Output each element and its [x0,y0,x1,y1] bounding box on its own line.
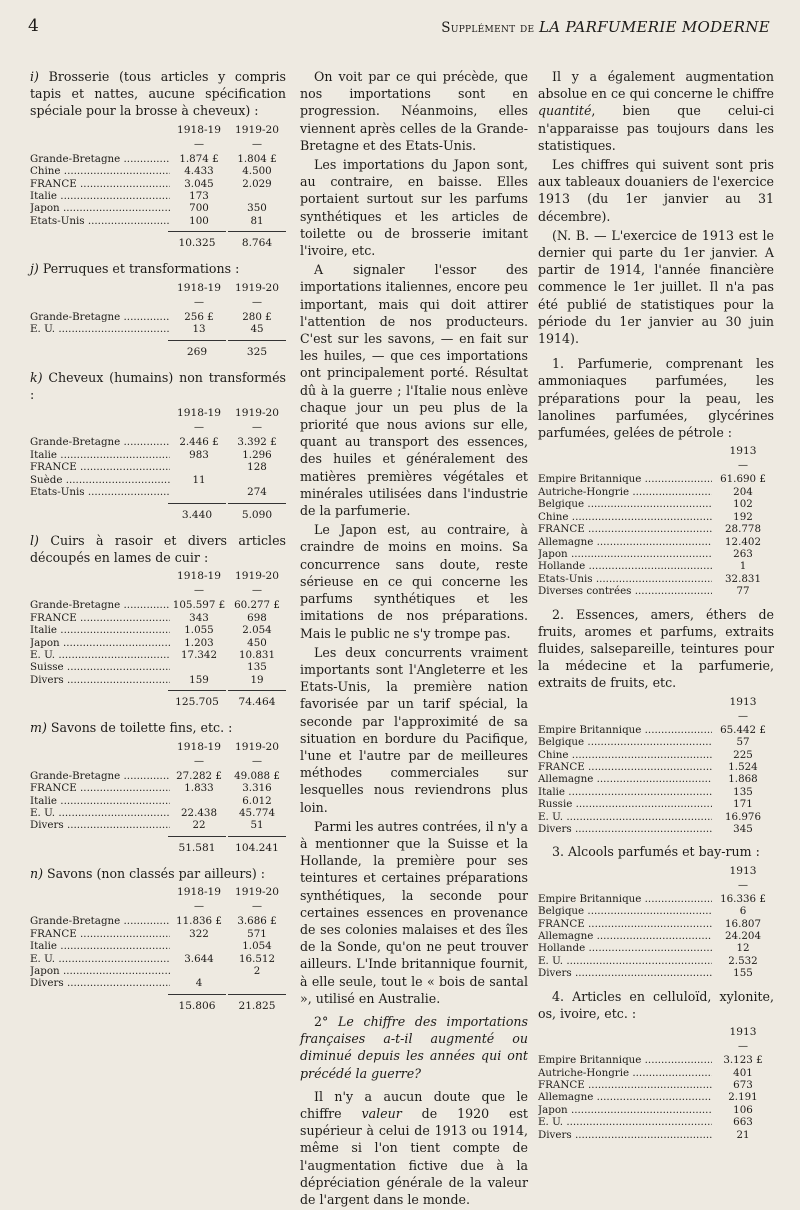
year-headers: 1918-19 1919-20 [176,407,280,420]
value-cell: 105.597 £ [172,599,226,612]
country-cell: Italie ..... [30,190,170,202]
table-row [538,918,774,930]
table-row [30,661,286,673]
country-cell: Japon ..... [30,637,170,649]
country-cell: Russie ..... [538,798,712,810]
table-row [538,761,774,773]
country-cell: E. U. ..... [30,953,170,965]
country-cell: FRANCE ..... [538,918,712,930]
value-cell: 1.203 [184,636,214,649]
section-j: j) Perruques et transformations : 1918-19 1919-20 — — Grande-Bretagne ..... 256 £ 280 £ E. U. ..... 13 45 269 325 [30,260,286,360]
value-cell: 1.054 [242,940,272,953]
country-cell: Belgique ..... [538,498,712,510]
totals-row: 10.325 8.764 [30,231,286,252]
country-cell: Chine ..... [538,749,712,761]
section-heading: 1. Parfumerie, comprenant les ammoniaques parfumées, les préparations pour la peau, les lanolines parfumées, glycérines parfumées, gelées de pétrole : [538,356,774,441]
table-row [538,536,774,548]
question-paragraph: 2° Le chiffre des importations françaises a-t-il augmenté ou diminué depuis les années qui ont précédé la guerre? [300,1013,528,1081]
country-cell: Japon ..... [30,202,170,214]
value-cell: 27.282 £ [176,769,222,782]
table-row [538,967,774,979]
section-heading: 2. Essences, amers, éthers de fruits, aromes et parfums, extraits fluides, salsepareille, teintures pour la médecine et la parfumerie, extraits de fruits, etc. [538,606,774,691]
country-cell: Belgique ..... [538,905,712,917]
page-header [28,14,770,42]
value-cell: 4.500 [242,165,272,178]
table-row [30,178,286,190]
import-table [30,311,286,336]
table-row [30,190,286,202]
import-table [30,153,286,227]
import-table [30,770,286,832]
value-cell: 65.442 £ [720,723,766,736]
import-table [538,893,774,980]
table-row [30,977,286,989]
table-row [30,202,286,214]
value-cell: 2.029 [242,177,272,190]
year-headers: 1918-19 1919-20 [176,740,280,753]
paragraph: Il n'y a aucun doute que le chiffre valeur de 1920 est supérieur à celui de 1913 ou 1914, même si l'on tient compte de l'augmentation fictive due à la dépréciation générale de la valeur de l'argent dans le monde. [300,1088,528,1207]
value-cell: 45.774 [238,807,276,819]
year-headers: 1918-19 1919-20 [176,570,280,583]
value-cell: 16.336 £ [720,892,766,905]
country-cell: Japon ..... [538,548,712,560]
value-cell: 12.402 [724,535,762,548]
value-cell: 21 [736,1128,750,1141]
country-cell: E. U. ..... [30,649,170,661]
page-number: 4 [28,16,39,36]
country-cell: FRANCE ..... [538,1079,712,1091]
table-row [30,436,286,448]
year-headers: 1918-19 1919-20 [176,886,280,899]
table-row [538,1067,774,1079]
table-row [30,449,286,461]
table-row [30,215,286,227]
value-cell: 1.804 £ [237,152,277,165]
value-cell [170,965,228,977]
value-cell: 263 [733,547,753,560]
value-cell: 450 [247,636,267,649]
paragraph: Les deux concurrents vraiment importants sont l'Angleterre et les Etats-Unis, la première nation favorisée par un tarif spécial, la seconde par l'approximité de sa situation en bordure du Pacifique, l'une et l'autre par de meilleures méthodes commerciales sur lesquelles nous reviendrons plus loin. [300,644,528,815]
table-row [538,930,774,942]
country-cell: Italie ..... [30,624,170,636]
value-cell: 28.778 [724,523,762,536]
country-cell: FRANCE ..... [538,523,712,535]
table-row [538,823,774,835]
section-heading: Cheveux (humains) non transformés : [30,369,286,403]
country-cell: Autriche-Hongrie ..... [538,1067,712,1079]
table-row [30,770,286,782]
country-cell: Grande-Bretagne ..... [30,311,170,323]
year-header: 1913 [729,695,757,708]
country-cell: Diverses contrées ..... [538,585,712,597]
year-header: 1913 [729,445,757,458]
value-cell: 204 [733,485,753,498]
table-row [30,599,286,611]
value-cell: 983 [189,448,209,461]
value-cell: 17.342 [180,648,218,661]
table-row [30,953,286,965]
country-cell: Divers ..... [538,967,712,979]
value-cell [228,977,286,989]
value-cell: 1.874 £ [179,152,219,165]
value-cell: 12 [736,942,750,955]
year-header: 1913 [729,864,757,877]
totals-row: 125.705 74.464 [30,690,286,711]
country-cell: E. U. ..... [538,811,712,823]
country-cell: Divers ..... [30,819,170,831]
value-cell: 256 £ [184,310,214,323]
table-row [30,323,286,335]
table-row [30,940,286,952]
value-cell: 4 [195,977,203,990]
value-cell: 22 [192,819,206,832]
value-cell: 61.690 £ [720,473,766,486]
paragraph: On voit par ce qui précède, que nos importations sont en progression. Néanmoins, elles viennent après celles de la Grande-Bretagne et des Etats-Unis. [300,69,528,153]
import-table [30,436,286,498]
section-k: k) Cheveux (humains) non transformés : 1918-19 1919-20 — — Grande-Bretagne ..... 2.446 £ 3.392 £ Italie ..... 983 1.296 FRANCE ..... 128 Suède ..... 11 Etats-Unis ..... 274 3.440 5.090 [30,369,286,524]
section-label: n) [30,866,44,882]
table-row [30,637,286,649]
paragraph: Il y a également augmentation absolue en ce qui concerne le chiffre quantité, bien que celui-ci n'apparaisse pas toujours dans les statistiques. [538,69,774,153]
country-cell: Chine ..... [30,165,170,177]
section-m: m) Savons de toilette fins, etc. : 1918-19 1919-20 — — Grande-Bretagne ..... 27.282 £ 49.088 £ FRANCE ..... 1.833 3.316 Italie ..... 6.012 E. U. ..... 22.438 45.774 Divers ..... 22 51 51.581 104.241 [30,719,286,857]
value-cell: 57 [736,736,750,749]
table-row [538,893,774,905]
value-cell: 19 [250,673,264,686]
value-cell: 171 [733,798,753,811]
table-row [30,807,286,819]
section-i: i) Brosserie (tous articles y compris tapis et nattes, aucune spécification spéciale pour la brosse à cheveux) : 1918-19 1919-20 — — Grande-Bretagne ..... 1.874 £ 1.804 £ Chine ..... 4.433 4.500 FRANCE ..... 3.045 2.029 Italie ..... 173 Japon ..... 700 350 Etats-Unis ..... 100 81 10.325 8.764 [30,68,286,252]
section-label: i) [30,69,39,84]
value-cell: 81 [250,214,264,227]
section-heading: 4. Articles en celluloïd, xylonite, os, ivoire, etc. : [538,988,774,1021]
country-cell: Empire Britannique ..... [538,1054,712,1066]
section-l: l) Cuirs à rasoir et divers articles découpés en lames de cuir : 1918-19 1919-20 — — Grande-Bretagne ..... 105.597 £ 60.277 £ FRANCE ..... 343 698 Italie ..... 1.055 2.054 Japon ..... 1.203 450 E. U. ..... 17.342 10.831 Suisse ..... 135 Divers ..... 159 19 125.705 74.464 [30,532,286,712]
paragraph: A signaler l'essor des importations italiennes, encore peu important, mais qui doit attirer l'attention de nos producteurs. C'est sur les savons, — en fait sur les huiles, — que ces importations ont principalement porté. Résultat dû à la guerre ; l'Italie nous enlève chaque jour un peu plus de la priorité que nous avions sur elle, quant au transport des essences, des huiles et généralement des matières premières végétales et minérales utilisées dans l'industrie de la parfumerie. [300,262,528,519]
country-cell: Empire Britannique ..... [538,473,712,485]
table-row [538,773,774,785]
country-cell: Allemagne ..... [538,536,712,548]
table-row [538,585,774,597]
country-cell: FRANCE ..... [30,928,170,940]
country-cell: E. U. ..... [538,955,712,967]
value-cell: 3.644 [184,952,214,965]
country-cell: Grande-Bretagne ..... [30,915,170,927]
value-cell: 2 [253,965,261,978]
value-cell: 22.438 [180,807,218,819]
value-cell: 280 £ [242,310,272,323]
value-cell: 1.055 [184,624,214,637]
value-cell [170,661,228,673]
value-cell: 2.446 £ [179,436,219,449]
value-cell: 155 [733,967,753,980]
country-cell: Grande-Bretagne ..... [30,153,170,165]
table-row [30,674,286,686]
section-4: 4. Articles en celluloïd, xylonite, os, ivoire, etc. : 1913 — Empire Britannique ..... 3.123 £ Autriche-Hongrie ..... 401 FRANCE ..... 673 Allemagne ..... 2.191 Japon ..... 106 E. U. ..... 663 Divers ..... 21 [538,988,774,1141]
table-row [30,782,286,794]
country-cell: Allemagne ..... [538,930,712,942]
table-row [538,1129,774,1141]
value-cell: 6 [739,905,747,918]
country-cell: Suisse ..... [30,661,170,673]
section-heading: Savons de toilette fins, etc. : [46,720,233,736]
table-row [538,560,774,572]
country-cell: Divers ..... [538,823,712,835]
country-cell: Italie ..... [30,940,170,952]
import-table [538,724,774,836]
table-row [538,498,774,510]
table-row [538,724,774,736]
country-cell: FRANCE ..... [30,612,170,624]
value-cell: 2.191 [728,1091,758,1104]
table-row [538,1091,774,1103]
country-cell: Autriche-Hongrie ..... [538,486,712,498]
value-cell [170,940,228,952]
table-row [30,915,286,927]
table-row [30,153,286,165]
table-row [30,819,286,831]
supplement-label: Supplément de [441,20,535,36]
country-cell: Allemagne ..... [538,1091,712,1103]
value-cell: 45 [250,323,264,336]
table-row [538,749,774,761]
table-row [30,461,286,473]
value-cell: 16.976 [724,810,762,823]
value-cell: 350 [247,202,267,215]
table-row [538,811,774,823]
value-cell: 49.088 £ [234,769,280,782]
value-cell [228,190,286,202]
value-cell: 100 [189,214,209,227]
section-1: 1. Parfumerie, comprenant les ammoniaques parfumées, les préparations pour la peau, les lanolines parfumées, glycérines parfumées, gelées de pétrole : 1913 — Empire Britannique ..... 61.690 £ Autriche-Hongrie ..... 204 Belgique ..... 102 Chine ..... 192 FRANCE ..... 28.778 Allemagne ..... 12.402 Japon ..... 263 Hollande ..... 1 Etats-Unis ..... 32.831 Diverses contrées ..... 77 [538,355,774,597]
totals-row: 51.581 104.241 [30,836,286,857]
value-cell: 192 [733,510,753,523]
section-3: 3. Alcools parfumés et bay-rum : 1913 — Empire Britannique ..... 16.336 £ Belgique ..... 6 FRANCE ..... 16.807 Allemagne ..... 24.204 Hollande ..... 12 E. U. ..... 2.532 Divers ..... 155 [538,843,774,979]
import-table [30,599,286,686]
journal-title: LA PARFUMERIE MODERNE [539,18,770,36]
value-cell: 4.433 [184,165,214,178]
value-cell: 1.833 [184,782,214,795]
table-row [538,736,774,748]
value-cell [170,461,228,473]
value-cell: 77 [736,585,750,598]
value-cell: 1 [739,560,747,573]
country-cell: Belgique ..... [538,736,712,748]
table-row [538,486,774,498]
value-cell: 11.836 £ [176,915,222,928]
column-right [538,68,774,1141]
section-heading: Cuirs à rasoir et divers articles découpés en lames de cuir : [30,532,286,565]
value-cell: 322 [189,927,209,940]
value-cell: 401 [733,1066,753,1079]
section-n: n) Savons (non classés par ailleurs) : 1918-19 1919-20 — — Grande-Bretagne ..... 11.836 £ 3.686 £ FRANCE ..... 322 571 Italie ..... 1.054 E. U. ..... 3.644 16.512 Japon ..... 2 Divers ..... 4 15.806 21.825 [30,865,286,1015]
table-row [538,1054,774,1066]
country-cell: Italie ..... [30,449,170,461]
table-row [538,955,774,967]
totals-row: 269 325 [30,340,286,361]
table-row [538,573,774,585]
table-row [538,1104,774,1116]
table-row [538,905,774,917]
country-cell: Divers ..... [30,674,170,686]
country-cell: Empire Britannique ..... [538,724,712,736]
value-cell [170,795,228,807]
value-cell: 10.831 [238,648,276,661]
value-cell: 3.392 £ [237,436,277,449]
section-label: l) [30,532,39,548]
value-cell: 159 [189,673,209,686]
country-cell: FRANCE ..... [538,761,712,773]
table-row [538,1116,774,1128]
section-label: j) [30,261,39,277]
import-table [30,915,286,989]
country-cell: Hollande ..... [538,560,712,572]
country-cell: E. U. ..... [538,1116,712,1128]
section-2: 2. Essences, amers, éthers de fruits, aromes et parfums, extraits fluides, salsepareille, teintures pour la médecine et la parfumerie, extraits de fruits, etc. 1913 — Empire Britannique ..... 65.442 £ Belgique ..... 57 Chine ..... 225 FRANCE ..... 1.524 Allemagne ..... 1.868 Italie ..... 135 Russie ..... 171 E. U. ..... 16.976 Divers ..... 345 [538,606,774,836]
value-cell: 1.524 [728,760,758,773]
value-cell: 3.123 £ [723,1054,763,1067]
country-cell: Etats-Unis ..... [30,486,170,498]
value-cell: 700 [189,202,209,215]
value-cell: 106 [733,1103,753,1116]
value-cell: 2.532 [728,954,758,967]
country-cell: Japon ..... [30,965,170,977]
value-cell: 1.868 [728,773,758,786]
value-cell: 3.316 [242,782,272,795]
table-row [30,649,286,661]
paragraph: Le Japon est, au contraire, à craindre de moins en moins. Sa concurrence sans doute, reste sérieuse en ce qui concerne les parfums synthétiques et les imitations de nos préparations. Mais le public ne s'y trompe pas. [300,522,528,641]
import-table [538,1054,774,1141]
column-middle [300,68,528,1210]
value-cell [228,474,286,486]
year-headers: 1918-19 1919-20 [176,281,280,294]
country-cell: Divers ..... [538,1129,712,1141]
value-cell: 16.512 [238,952,276,965]
section-heading: Perruques et transformations : [38,261,240,277]
country-cell: E. U. ..... [30,323,170,335]
value-cell: 571 [247,927,267,940]
value-cell: 51 [250,819,264,832]
value-cell: 343 [189,611,209,624]
value-cell: 673 [733,1079,753,1092]
country-cell: E. U. ..... [30,807,170,819]
value-cell: 128 [247,461,267,474]
table-row [30,965,286,977]
paragraph: (N. B. — L'exercice de 1913 est le dernier qui parte du 1er janvier. A partir de 1914, l'année financière commence le 1er juillet. Il n'a pas été publié de statistiques pour la période du 1er janvier au 30 juin 1914). [538,227,774,347]
value-cell: 32.831 [724,572,762,585]
value-cell: 102 [733,498,753,511]
country-cell: Italie ..... [30,795,170,807]
table-row [538,473,774,485]
country-cell: Etats-Unis ..... [538,573,712,585]
country-cell: Allemagne ..... [538,773,712,785]
value-cell: 225 [733,748,753,761]
country-cell: Japon ..... [538,1104,712,1116]
column-left [30,68,286,1015]
country-cell: Grande-Bretagne ..... [30,599,170,611]
table-row [30,795,286,807]
country-cell: FRANCE ..... [30,461,170,473]
table-row [538,786,774,798]
country-cell: Grande-Bretagne ..... [30,770,170,782]
table-row [30,928,286,940]
value-cell: 698 [247,611,267,624]
value-cell: 3.686 £ [237,915,277,928]
value-cell: 24.204 [724,930,762,943]
country-cell: FRANCE ..... [30,178,170,190]
section-label: m) [30,720,47,736]
country-cell: Italie ..... [538,786,712,798]
value-cell: 1.296 [242,448,272,461]
table-row [538,523,774,535]
value-cell [170,486,228,498]
paragraph: Les chiffres qui suivent sont pris aux tableaux douaniers de l'exercice 1913 (du 1er janvier au 31 décembre). [538,157,774,224]
value-cell: 345 [733,823,753,835]
value-cell: 135 [247,661,267,674]
value-cell: 2.054 [242,624,272,637]
year-headers: 1918-19 1919-20 [176,123,280,136]
table-row [30,612,286,624]
year-header: 1913 [729,1026,757,1039]
value-cell: 3.045 [184,177,214,190]
country-cell: Divers ..... [30,977,170,989]
value-cell: 274 [247,486,267,499]
country-cell: Grande-Bretagne ..... [30,436,170,448]
section-heading: 3. Alcools parfumés et bay-rum : [552,844,760,860]
table-row [30,474,286,486]
country-cell: Chine ..... [538,511,712,523]
running-title [441,18,770,36]
section-heading: Brosserie (tous articles y compris tapis et nattes, aucune spécification spéciale pour la brosse à cheveux) : [30,69,286,119]
value-cell: 135 [733,785,753,798]
table-row [30,311,286,323]
import-table [538,473,774,597]
paragraph: Les importations du Japon sont, au contraire, en baisse. Elles portaient surtout sur les parfums synthétiques et les articles de toilette ou de brosserie imitant l'ivoire, etc. [300,157,528,259]
country-cell: Empire Britannique ..... [538,893,712,905]
country-cell: Suède ..... [30,474,170,486]
country-cell: FRANCE ..... [30,782,170,794]
country-cell: Etats-Unis ..... [30,215,170,227]
value-cell: 6.012 [242,794,272,807]
table-row [538,942,774,954]
value-cell: 11 [192,473,206,486]
table-row [30,624,286,636]
value-cell: 60.277 £ [234,599,280,612]
country-cell: Hollande ..... [538,942,712,954]
table-row [538,798,774,810]
table-row [538,548,774,560]
table-row [538,511,774,523]
section-heading: Savons (non classés par ailleurs) : [43,866,265,882]
value-cell: 173 [189,190,209,203]
value-cell: 16.807 [724,917,762,930]
totals-row: 3.440 5.090 [30,503,286,524]
paragraph: Parmi les autres contrées, il n'y a à mentionner que la Suisse et la Hollande, la première pour ses teintures et certaines préparations synthétiques, la seconde pour certaines essences en provenance de ses colonies malaises et des îles de la Sonde, qu'on ne peut trouver ailleurs. L'Inde britannique fournit, à elle seule, tout le « bois de santal », utilisé en Australie. [300,818,528,1006]
section-label: k) [30,369,43,385]
value-cell: 13 [192,323,206,336]
table-row [30,486,286,498]
value-cell: 663 [733,1116,753,1129]
totals-row: 15.806 21.825 [30,994,286,1015]
table-row [538,1079,774,1091]
table-row [30,165,286,177]
